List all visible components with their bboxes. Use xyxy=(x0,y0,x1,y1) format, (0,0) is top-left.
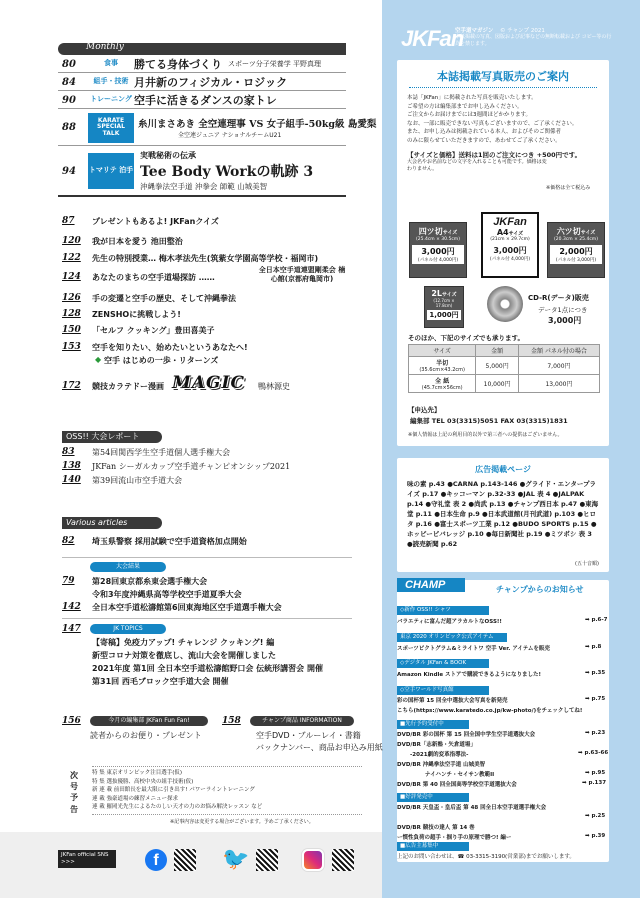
notice-line[interactable]: スポーツピクトグラム&ミライトワ 空手 Ver. アイテムを販売 xyxy=(397,646,550,652)
notice-line[interactable]: DVD/BR 競技の達人 第 14 巻 xyxy=(397,825,475,831)
card-name: 四ツ切 xyxy=(418,227,443,236)
notice-line[interactable]: DVD/BR 天皇盃・皇后盃 第 48 回全日本空手道選手権大会 xyxy=(397,805,547,811)
list-item[interactable]: 埼玉県警察 採用試験で空手道資格加点開始 xyxy=(92,537,247,546)
jk-topics-label: JK TOPICS xyxy=(90,624,166,634)
notice-header: ■好評発売中 xyxy=(397,793,469,802)
card-dim: (21cm × 29.7cm) xyxy=(490,237,530,242)
next-issue-note: ※記事内容は変更する場合がございます。予めご了承ください。 xyxy=(170,819,314,825)
notice-line[interactable]: DVD/BR 沖縄拳法空手道 山城美智 xyxy=(397,762,486,768)
notice-page: ➡ p.35 xyxy=(585,670,606,676)
article-author: 沖縄拳法空手道 沖拳会 師範 山城美智 xyxy=(140,182,268,191)
body-line: また、お申し込みは掲載されている本人、およびそのご関係者 xyxy=(407,129,562,136)
list-item[interactable]: 空手を知りたい、始めたいというあなたへ! xyxy=(92,343,248,352)
article-title: 勝てる身体づくり xyxy=(134,58,222,71)
notice-page: ➡ p.23 xyxy=(585,730,606,736)
notice-line[interactable]: ー慣性負荷の超手・掴り手の原理で勝つ! 編ー xyxy=(397,835,512,841)
contact-note: ※個人情報は上記の利用目的以外で第三者への提供はございません。 xyxy=(408,432,563,438)
list-item[interactable]: 「セルフ クッキング」豊田喜美子 xyxy=(92,326,215,335)
next-issue-item: 特 集 選抜優勝、高校中央の組手技術(仮) xyxy=(92,778,194,785)
list-item[interactable]: JKFan シーガルカップ空手道チャンピオンシップ2021 xyxy=(92,462,291,471)
monthly-row[interactable] xyxy=(58,74,346,91)
panel-cell: 13,000円 xyxy=(518,375,599,393)
list-item[interactable]: 第54回関西学生空手道個人選手権大会 xyxy=(92,448,231,457)
price-card xyxy=(547,222,605,278)
notice-line[interactable]: DVD/BR「志新塾・矢倉道場」 xyxy=(397,742,476,748)
divider xyxy=(62,618,352,619)
monthly-row[interactable] xyxy=(58,92,346,109)
page-number: 158 xyxy=(222,716,241,726)
next-issue-item: 新 連 載 前田館長を最大限に引き出す! パワーライントレーニング xyxy=(92,787,255,794)
list-item[interactable]: 競技カラテドー漫画 xyxy=(92,382,164,391)
sns-label: JKFan official SNS >>> xyxy=(58,850,116,868)
page-number: 83 xyxy=(62,447,75,457)
article-kicker: 実戦秘術の伝承 xyxy=(140,150,196,160)
list-item-sub: 全日本空手道連盟剛柔会 楠心館(京都府亀岡市) xyxy=(258,266,346,284)
instagram-icon[interactable] xyxy=(302,849,324,871)
oss-report-header: OSS!! 大会レポート xyxy=(62,431,162,443)
page-number: 147 xyxy=(62,624,81,634)
card-price: 3,000円 xyxy=(493,246,527,255)
jkfan-mini-logo: JKFan xyxy=(493,216,527,228)
notice-page: ➡ p.39 xyxy=(585,833,606,839)
notice-line[interactable]: DVD/BR 彩の国杯 第 15 回全国中学生空手道選抜大会 xyxy=(397,732,536,738)
card-dim: (12.7cm × 17.8cm) xyxy=(433,298,455,308)
cd-title: CD-R(データ)販売 xyxy=(528,294,589,302)
facebook-icon[interactable]: f xyxy=(145,849,167,871)
ad-pages-title: 広告掲載ページ xyxy=(475,465,531,474)
size-title: 【サイズと価格】送料は1回のご注文につき +500円です。 xyxy=(407,151,582,160)
extra-price-table xyxy=(408,344,600,393)
list-item[interactable]: あなたのまちの空手道場探訪 …… xyxy=(92,273,215,282)
notice-page: ➡ p.63-66 xyxy=(578,750,609,756)
champ-notices-title: チャンプからのお知らせ xyxy=(496,585,584,594)
champ-logo: CHAMP xyxy=(397,578,465,592)
list-item[interactable]: 手の変遷と空手の歴史、そして沖縄拳法 xyxy=(92,294,236,303)
page-number: 120 xyxy=(62,236,81,246)
card-name: A4 xyxy=(496,228,509,237)
page-number: 84 xyxy=(62,76,76,88)
ad-pages-box xyxy=(397,458,609,572)
dim-cell: (35.6cm×43.2cm) xyxy=(419,367,465,373)
category-label: トレーニング xyxy=(90,95,132,104)
page-number: 90 xyxy=(62,94,76,106)
divider xyxy=(62,557,352,558)
list-item[interactable]: 空手DVD・ブルーレイ・書籍 xyxy=(256,731,361,740)
next-issue-item: 特 集 東京オリンピック注目選手(仮) xyxy=(92,770,183,776)
price-card xyxy=(424,286,464,328)
page-number: 150 xyxy=(62,325,81,335)
page-number: 82 xyxy=(62,536,75,546)
notice-page: ➡ p.6-7 xyxy=(585,617,608,623)
card-sub: (パネル付 4,000円) xyxy=(417,258,459,263)
page-number: 142 xyxy=(62,602,81,612)
card-name: 六ツ切 xyxy=(556,227,581,236)
article-title: 空手に活きるダンスの家トレ xyxy=(134,94,277,107)
card-price: 3,000円 xyxy=(421,247,455,256)
list-item[interactable]: 第28回東京都糸東会選手権大会 xyxy=(92,577,208,586)
qr-code-icon xyxy=(256,849,278,871)
article-title: 月井新のフィジカル・ロジック xyxy=(134,76,288,89)
size-note: 大会名やお名前などの文字を入れることも可能です。価格は変わりません。 xyxy=(407,159,547,172)
body-line: のみに限らせていただきますので、あわせてご了承ください。 xyxy=(407,137,561,144)
page-number: 128 xyxy=(62,309,81,319)
monthly-row[interactable] xyxy=(58,56,346,73)
price-cell: 10,000円 xyxy=(476,375,519,393)
copyright: © チャンプ 2021 xyxy=(500,28,545,34)
list-item[interactable]: 我が日本を愛う 池田整治 xyxy=(92,237,183,246)
body-line: ご注文からお届けまでには3週間ほどかかります。 xyxy=(407,112,532,119)
price-card xyxy=(481,212,539,278)
logo-tagline: 空手道マガジン xyxy=(455,28,494,34)
panel-cell: 7,000円 xyxy=(518,357,599,375)
list-item[interactable]: バックナンバー、商品お申込み用紙 xyxy=(256,743,383,752)
page-number: 172 xyxy=(62,381,81,391)
article-subtitle: 全空連ジュニア ナショナルチームU21 xyxy=(178,132,282,139)
body-line: 本誌「JKFan」に掲載された写真を販売いたします。 xyxy=(407,95,537,101)
page-number: 87 xyxy=(62,216,75,226)
list-item[interactable]: 先生の特別授業… 梅木孝法先生(筑紫女学園高等学校・福岡市) xyxy=(92,254,319,263)
next-issue-item: 連 載 強豪道場の練習メニュー探求 xyxy=(92,795,178,802)
page-number: 79 xyxy=(62,576,75,586)
list-item[interactable]: 【寄稿】免疫力アップ! チャレンジ クッキング! 編 xyxy=(92,638,275,647)
article-author: スポーツ分子栄養学 平野真理 xyxy=(228,60,321,68)
category-badge: トマリテ 泊手 xyxy=(88,153,134,189)
cd-sub: データ1点につき xyxy=(538,306,588,314)
ad-order-note: (五十音順) xyxy=(575,561,599,567)
list-item[interactable]: プレゼントもあるよ! JKFanクイズ xyxy=(92,217,219,226)
page-number: 122 xyxy=(62,253,81,263)
page-number: 138 xyxy=(62,461,81,471)
list-item-sub: 鴨林源史 xyxy=(258,382,290,391)
table-header: 金額 xyxy=(476,345,519,357)
article-title: Tee Body Workの軌跡 3 xyxy=(140,164,314,180)
card-dim: (25.4cm × 30.5cm) xyxy=(416,237,460,242)
magic-logo: MAGIC xyxy=(172,373,246,393)
card-sub: (パネル付 4,000円) xyxy=(489,257,531,262)
contact-info: 編集部 TEL 03(3315)5051 FAX 03(3315)1831 xyxy=(410,417,568,425)
cd-price: 3,000円 xyxy=(548,316,582,325)
twitter-icon[interactable]: 🐦 xyxy=(222,847,250,872)
notice-page: ➡ p.95 xyxy=(585,770,606,776)
category-badge: KARATE SPECIAL TALK xyxy=(88,113,134,143)
size-cell: 全 紙 xyxy=(435,378,450,385)
notice-line[interactable]: バラエティに富んだ超アラカルトなOSS!! xyxy=(397,619,502,625)
monthly-label: Monthly xyxy=(86,42,124,52)
list-item[interactable]: 第31回 西毛ブロック空手道大会 開催 xyxy=(92,677,229,686)
page-number: 94 xyxy=(62,165,76,177)
price-cell: 5,000円 xyxy=(476,357,519,375)
notice-line[interactable]: Amazon Kindle ストアで購読できるようになりました! xyxy=(397,672,542,678)
notice-page: ➡ p.25 xyxy=(585,813,606,819)
ad-pages-list: 味の素 p.43 ●CARNA p.143-146 ●グライド・エンタープライズ p.17 ●キッコーマン p.32-33 ●JAL 表 4 ●JALPAK p.14 ●守礼堂 表 2 ●尚武 p.13 ●チャンプ西日本 p.47 ●東海堂 p.11 ●日本生命 p.9 ●日本武道館(月刊武道) p.103 ●ヒロタ p.16 ●富士スポーツ工業 p.12 ●BUDO SPORTS p.15 ●ホッピービバレッジ p.10 ●毎日新聞社 p.19 ●ミツボシ 表 3 ●読売新聞 p.62 xyxy=(407,480,599,549)
card-sub: (パネル付 3,000円) xyxy=(555,258,597,263)
list-item[interactable]: 2021年度 第1回 全日本空手道松濤館野口会 伝統形講習会 開催 xyxy=(92,664,323,673)
photo-sales-title: 本誌掲載写真販売のご案内 xyxy=(409,68,597,88)
contact-title: 【申込先】 xyxy=(408,406,441,414)
notice-page: ➡ p.137 xyxy=(582,780,607,786)
fun-fan-header: 今月の編集部 JKFan Fun Fan! xyxy=(90,716,208,726)
next-issue-item: 連 載 羅岡光先生によるたのしい天才の力のお悩み解決レッスン など xyxy=(92,804,263,811)
various-articles-header: Various articles xyxy=(62,517,162,529)
card-unit: サイズ xyxy=(442,230,458,236)
notice-header: ■先行予約受付中 xyxy=(397,720,469,729)
body-line: なお、一部に販売できない写真もございますので、ご了承ください。 xyxy=(407,120,578,127)
monthly-row[interactable] xyxy=(58,147,346,197)
list-item-sub: 空手 はじめの一歩・リターンズ xyxy=(104,356,219,365)
page-number: 124 xyxy=(62,272,81,282)
card-unit: サイズ xyxy=(508,231,524,237)
beginner-leaf-icon: ◆ xyxy=(95,355,102,364)
table-row xyxy=(409,357,600,375)
page-number: 153 xyxy=(62,342,81,352)
card-unit: サイズ xyxy=(580,230,596,236)
copyright-notice: 本紙掲載の写真、図版および記事などの無断転載および コピー等の行為を禁じます。 xyxy=(455,34,612,47)
monthly-header xyxy=(58,43,346,55)
body-line: ご希望の方は編集部までお申し込みください。 xyxy=(407,103,523,110)
list-item[interactable]: 第39回流山市空手道大会 xyxy=(92,476,183,485)
article-title: 糸川まさあき 全空連理事 VS 女子組手-50kg級 島愛梨 xyxy=(138,119,377,130)
page-number: 140 xyxy=(62,475,81,485)
list-item[interactable]: 全日本空手道松濤館第6回東海地区空手道選手権大会 xyxy=(92,603,282,612)
notice-page: ➡ p.8 xyxy=(585,644,602,650)
notice-page: ➡ p.75 xyxy=(585,696,606,702)
card-name: 2L xyxy=(431,289,443,298)
list-item[interactable]: 新型コロナ対策を徹底し、流山大会を開催しました xyxy=(92,651,276,660)
size-cell: 半切 xyxy=(436,360,449,367)
jkfan-logo: JKFan xyxy=(401,26,464,51)
dim-cell: (45.7cm×56cm) xyxy=(421,385,463,391)
page-number: 126 xyxy=(62,293,81,303)
page-number: 88 xyxy=(62,122,76,133)
category-label: 食事 xyxy=(104,59,118,68)
page-number: 80 xyxy=(62,58,76,70)
notice-line[interactable]: DVD/BR 第 40 回全国高等学校空手道選抜大会 xyxy=(397,782,517,788)
list-item[interactable]: 令和3年度沖縄県高等学校空手道夏季大会 xyxy=(92,590,242,599)
notice-header: ◇新作 OSS!! シャツ xyxy=(397,606,489,615)
next-issue-label: 次号予告 xyxy=(70,771,78,814)
taikai-results-label: 大会結果 xyxy=(90,562,166,572)
notice-line[interactable]: -2021劇的変革指導法- xyxy=(410,752,469,758)
table-row xyxy=(409,375,600,393)
page-number: 156 xyxy=(62,716,81,726)
price-card xyxy=(409,222,467,278)
card-dim: (20.3cm × 25.4cm) xyxy=(554,237,598,242)
card-price: 2,000円 xyxy=(559,247,593,256)
notice-header: ◇デジタル JKFan & BOOK xyxy=(397,659,489,668)
tax-note: ※価格は全て税込み xyxy=(546,185,591,191)
table-header: サイズ xyxy=(409,345,476,357)
notice-header: 東京 2020 オリンピック公式アイテム xyxy=(397,633,507,642)
card-unit: サイズ xyxy=(442,292,457,298)
notice-header: ◇空手ワールド写真館 xyxy=(397,686,489,695)
cd-disc-icon xyxy=(487,286,523,322)
notice-line[interactable]: ナイハンチ・セイサン教範II xyxy=(425,772,495,778)
notice-line[interactable]: 彩の国杯第 15 回全中選抜大会写真を新発売 xyxy=(397,698,508,704)
qr-code-icon xyxy=(174,849,196,871)
extra-sizes-title: そのほか、下記のサイズでも承ります。 xyxy=(408,334,524,342)
list-item[interactable]: 読者からのお便り・プレゼント xyxy=(90,731,202,740)
qr-code-icon xyxy=(332,849,354,871)
champ-info-header: チャンプ商品 INFORMATION xyxy=(250,716,354,726)
table-header: 金額 パネル付の場合 xyxy=(518,345,599,357)
card-price: 1,000円 xyxy=(427,310,461,320)
category-label: 組手・技術 xyxy=(93,77,129,86)
notice-line: 上記のお問い合わせは、☎ 03-3315-3190(営業部)までお願いします。 xyxy=(397,854,575,860)
notice-header: ■広告主募集中 xyxy=(397,842,469,851)
notice-line[interactable]: こちら(https://www.karatedo.co.jp/kw-photo/)をチェックしてね! xyxy=(397,708,583,714)
list-item[interactable]: ZENSHOに挑戦しよう! xyxy=(92,310,181,319)
monthly-row[interactable] xyxy=(58,110,377,146)
